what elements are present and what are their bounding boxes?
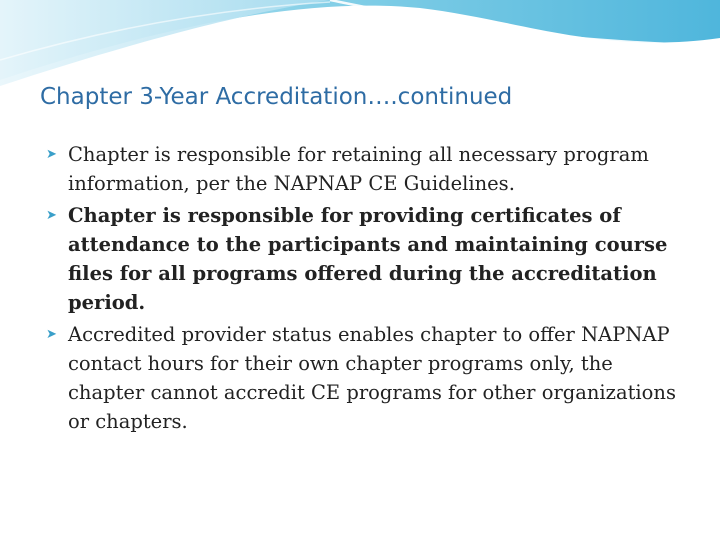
bullet-text: Chapter is responsible for providing certificates of attendance to the participants and maintaining course files for all programs offered during the accreditation period. bbox=[68, 204, 668, 314]
header-wave-decoration bbox=[0, 0, 720, 90]
bullet-text: Chapter is responsible for retaining all necessary program information, per the NAPNAP CE Guidelines. bbox=[68, 143, 649, 195]
bullet-item-provider-status bbox=[44, 320, 684, 436]
bullet-list bbox=[44, 140, 684, 439]
bullet-arrow-icon: ➤ bbox=[46, 147, 57, 162]
bullet-item-retaining-info bbox=[44, 140, 684, 198]
bullet-text: Accredited provider status enables chapter to offer NAPNAP contact hours for their own chapter programs only, the chapter cannot accredit CE programs for other organizations or chapters. bbox=[68, 323, 676, 433]
bullet-arrow-icon: ➤ bbox=[46, 208, 57, 223]
slide-title: Chapter 3-Year Accreditation….continued bbox=[40, 84, 513, 110]
bullet-arrow-icon: ➤ bbox=[46, 327, 57, 342]
bullet-item-certificates bbox=[44, 201, 684, 317]
